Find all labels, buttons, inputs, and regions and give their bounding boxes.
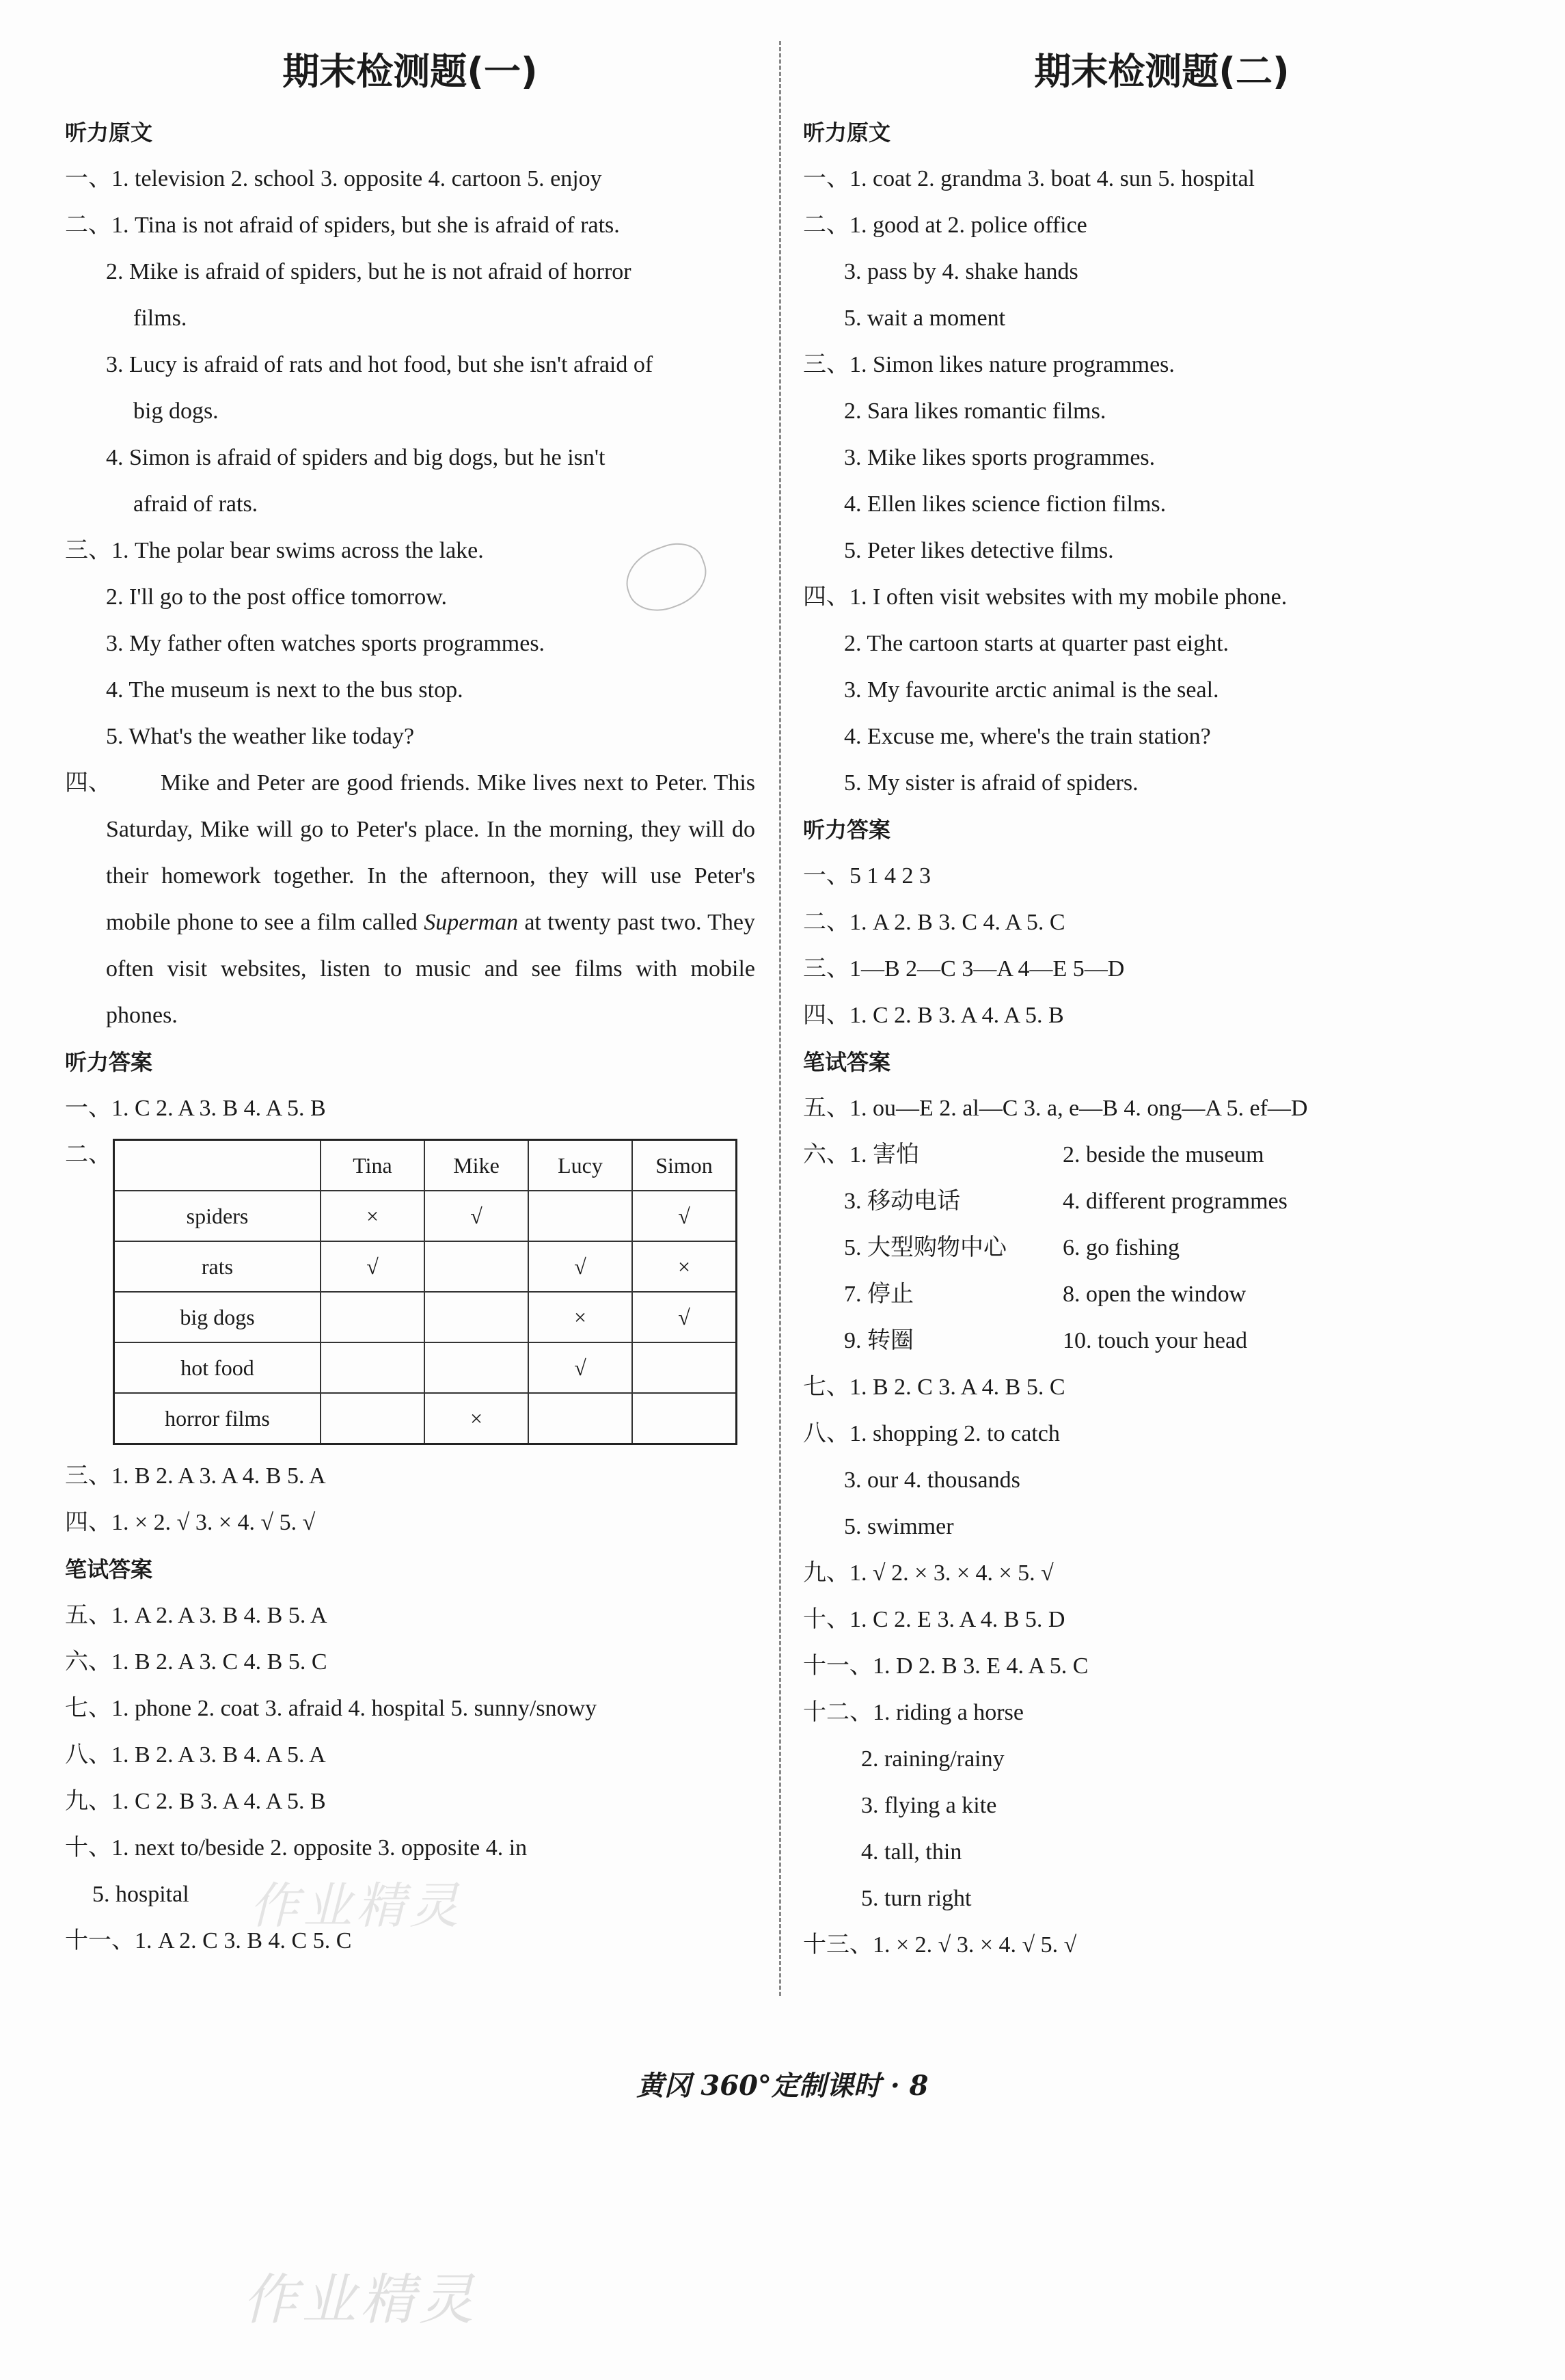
table-cell: × xyxy=(321,1191,424,1241)
answer-line: 4. Simon is afraid of spiders and big dogs, but he isn't xyxy=(106,445,605,470)
answer-row xyxy=(803,1178,1521,1225)
answer-line: 5. wait a moment xyxy=(844,306,1006,331)
answer-line: 五、1. A 2. A 3. B 4. B 5. A xyxy=(65,1603,327,1628)
answer-cell: 5. 大型购物中心 xyxy=(844,1235,1007,1260)
table-cell: √ xyxy=(424,1191,528,1241)
page-title-right: 期末检测题(二) xyxy=(1034,50,1290,93)
answer-line: 4. Ellen likes science fiction films. xyxy=(844,491,1167,517)
table-cell: × xyxy=(424,1393,528,1444)
table-cell: hot food xyxy=(114,1342,321,1393)
answer-cell: 9. 转圈 xyxy=(844,1328,914,1353)
answer-line: 2. I'll go to the post office tomorrow. xyxy=(106,584,448,610)
page-title-left: 期末检测题(一) xyxy=(282,50,538,93)
answer-line: 5. hospital xyxy=(92,1882,189,1907)
answer-line: 七、1. B 2. C 3. A 4. B 5. C xyxy=(803,1375,1065,1400)
answer-line: 4. The museum is next to the bus stop. xyxy=(106,677,463,703)
table-header-row xyxy=(114,1140,737,1191)
table-cell: × xyxy=(632,1241,737,1292)
table-cell: √ xyxy=(528,1241,632,1292)
answer-line: 七、1. phone 2. coat 3. afraid 4. hospital 5. sunny/snowy xyxy=(65,1696,597,1721)
answer-line: 一、1. coat 2. grandma 3. boat 4. sun 5. hospital xyxy=(803,166,1255,191)
answer-line: 二、1. A 2. B 3. C 4. A 5. C xyxy=(803,910,1065,935)
written-answers-heading: 笔试答案 xyxy=(65,1556,153,1582)
answer-line: 十一、1. D 2. B 3. E 4. A 5. C xyxy=(803,1653,1089,1679)
answer-line: 二、1. good at 2. police office xyxy=(803,213,1087,238)
table-cell xyxy=(321,1342,424,1393)
answer-cell: 7. 停止 xyxy=(844,1282,914,1307)
answer-line: 4. tall, thin xyxy=(861,1839,962,1865)
answer-line: 3. My favourite arctic animal is the seal. xyxy=(844,677,1219,703)
passage-label: 四、 xyxy=(65,770,111,796)
answer-line: 4. Excuse me, where's the train station? xyxy=(844,724,1211,749)
answer-line: 五、1. ou—E 2. al—C 3. a, e—B 4. ong—A 5. ef—D xyxy=(803,1096,1308,1121)
answer-line: 十三、1. × 2. √ 3. × 4. √ 5. √ xyxy=(803,1932,1077,1958)
answer-row xyxy=(803,1318,1521,1364)
answer-line: 3. pass by 4. shake hands xyxy=(844,259,1078,284)
answer-line: 十一、1. A 2. C 3. B 4. C 5. C xyxy=(65,1928,352,1953)
answer-cell: 6. go fishing xyxy=(1063,1235,1180,1260)
answer-line: 2. raining/rainy xyxy=(861,1746,1005,1772)
table-row xyxy=(114,1191,737,1241)
answer-table-block xyxy=(65,1132,755,1453)
answer-line: 三、1. Simon likes nature programmes. xyxy=(803,352,1175,377)
passage xyxy=(65,760,755,1039)
table-cell xyxy=(632,1393,737,1444)
answer-line: films. xyxy=(133,306,187,331)
answer-row xyxy=(803,1132,1521,1178)
answer-line: big dogs. xyxy=(133,398,219,424)
table-row xyxy=(114,1241,737,1292)
answer-line: 四、1. C 2. B 3. A 4. A 5. B xyxy=(803,1003,1064,1028)
table-cell xyxy=(528,1393,632,1444)
answer-line: 十二、1. riding a horse xyxy=(803,1700,1024,1725)
listening-text-heading: 听力原文 xyxy=(65,120,153,146)
answer-line: 2. Sara likes romantic films. xyxy=(844,398,1106,424)
watermark: 作业精灵 xyxy=(243,2268,478,2331)
answer-line: 四、1. I often visit websites with my mobile phone. xyxy=(803,584,1288,610)
table-cell: √ xyxy=(528,1342,632,1393)
table-row xyxy=(114,1342,737,1393)
answer-line: 5. What's the weather like today? xyxy=(106,724,415,749)
film-title: Superman xyxy=(424,910,519,935)
answer-line: afraid of rats. xyxy=(133,491,258,517)
listening-text-heading: 听力原文 xyxy=(803,120,891,146)
answer-line: 3. Mike likes sports programmes. xyxy=(844,445,1156,470)
answer-line: 2. The cartoon starts at quarter past eight. xyxy=(844,631,1229,656)
table-cell xyxy=(321,1393,424,1444)
answer-line: 九、1. C 2. B 3. A 4. A 5. B xyxy=(65,1789,326,1814)
table-header-cell: Lucy xyxy=(528,1140,632,1191)
answer-line: 一、1. C 2. A 3. B 4. A 5. B xyxy=(65,1096,326,1121)
passage-text-a: Mike and Peter are good friends. Mike lives next to Peter. This Saturday, Mike will go to Peter's place. In the morning, they will do their homework together. In the afternoon, they will use Peter's mobile phone to see a film called xyxy=(106,770,755,935)
answer-line: 一、5 1 4 2 3 xyxy=(803,863,931,889)
answer-line: 二、1. Tina is not afraid of spiders, but she is afraid of rats. xyxy=(65,213,620,238)
answer-line: 六、1. B 2. A 3. C 4. B 5. C xyxy=(65,1649,327,1675)
table-header-cell xyxy=(114,1140,321,1191)
table-cell: √ xyxy=(632,1191,737,1241)
answer-line: 三、1. B 2. A 3. A 4. B 5. A xyxy=(65,1463,326,1489)
watermark: 作业精灵 xyxy=(249,1877,463,1934)
right-column xyxy=(803,41,1521,1969)
answer-table xyxy=(113,1139,737,1445)
answer-line: 3. My father often watches sports programmes. xyxy=(106,631,545,656)
answer-line: 5. My sister is afraid of spiders. xyxy=(844,770,1139,796)
table-header-cell: Tina xyxy=(321,1140,424,1191)
answer-line: 三、1. The polar bear swims across the lake. xyxy=(65,538,484,563)
table-cell xyxy=(424,1342,528,1393)
table-cell: √ xyxy=(632,1292,737,1342)
answer-line: 一、1. television 2. school 3. opposite 4. cartoon 5. enjoy xyxy=(65,166,602,191)
listening-answers-heading: 听力答案 xyxy=(65,1049,153,1075)
answer-cell: 8. open the window xyxy=(1063,1282,1247,1307)
answer-line: 3. our 4. thousands xyxy=(844,1468,1020,1493)
table-cell: × xyxy=(528,1292,632,1342)
page-footer: 黄冈 360°定制课时 · 8 xyxy=(636,2070,929,2102)
listening-answers-heading: 听力答案 xyxy=(803,817,891,843)
table-header-cell: Simon xyxy=(632,1140,737,1191)
table-cell: horror films xyxy=(114,1393,321,1444)
table-cell xyxy=(424,1292,528,1342)
table-cell xyxy=(321,1292,424,1342)
answer-row xyxy=(803,1225,1521,1271)
written-answers-heading: 笔试答案 xyxy=(803,1049,891,1075)
table-cell: spiders xyxy=(114,1191,321,1241)
table-cell: big dogs xyxy=(114,1292,321,1342)
answer-line: 八、1. B 2. A 3. B 4. A 5. A xyxy=(65,1742,326,1768)
answer-line: 八、1. shopping 2. to catch xyxy=(803,1421,1060,1446)
answer-line: 2. Mike is afraid of spiders, but he is not afraid of horror xyxy=(106,259,631,284)
answer-cell: 六、1. 害怕 xyxy=(803,1142,919,1167)
table-cell: rats xyxy=(114,1241,321,1292)
table-label: 二、 xyxy=(65,1142,111,1167)
answer-line: 三、1—B 2—C 3—A 4—E 5—D xyxy=(803,956,1125,982)
answer-line: 十、1. C 2. E 3. A 4. B 5. D xyxy=(803,1607,1065,1632)
answer-cell: 3. 移动电话 xyxy=(844,1189,960,1214)
table-cell xyxy=(632,1342,737,1393)
passage-text-b: at twenty past two. They often visit websites, listen to music and see films with mobile phones. xyxy=(106,910,756,1028)
answer-line: 5. swimmer xyxy=(844,1514,954,1539)
table-row xyxy=(114,1393,737,1444)
answer-line: 5. Peter likes detective films. xyxy=(844,538,1114,563)
answer-line: 四、1. × 2. √ 3. × 4. √ 5. √ xyxy=(65,1510,316,1535)
column-divider xyxy=(779,41,781,1996)
table-header-cell: Mike xyxy=(424,1140,528,1191)
answer-line: 5. turn right xyxy=(861,1886,972,1911)
left-column xyxy=(65,41,755,1964)
table-cell: √ xyxy=(321,1241,424,1292)
answer-cell: 4. different programmes xyxy=(1063,1189,1288,1214)
answer-cell: 10. touch your head xyxy=(1063,1328,1248,1353)
answer-line: 九、1. √ 2. × 3. × 4. × 5. √ xyxy=(803,1560,1054,1586)
table-cell xyxy=(424,1241,528,1292)
answer-line: 3. Lucy is afraid of rats and hot food, but she isn't afraid of xyxy=(106,352,653,377)
table-cell xyxy=(528,1191,632,1241)
answer-line: 3. flying a kite xyxy=(861,1793,997,1818)
answer-row xyxy=(803,1271,1521,1318)
table-row xyxy=(114,1292,737,1342)
answer-cell: 2. beside the museum xyxy=(1063,1142,1264,1167)
answer-line: 十、1. next to/beside 2. opposite 3. opposite 4. in xyxy=(65,1835,528,1861)
